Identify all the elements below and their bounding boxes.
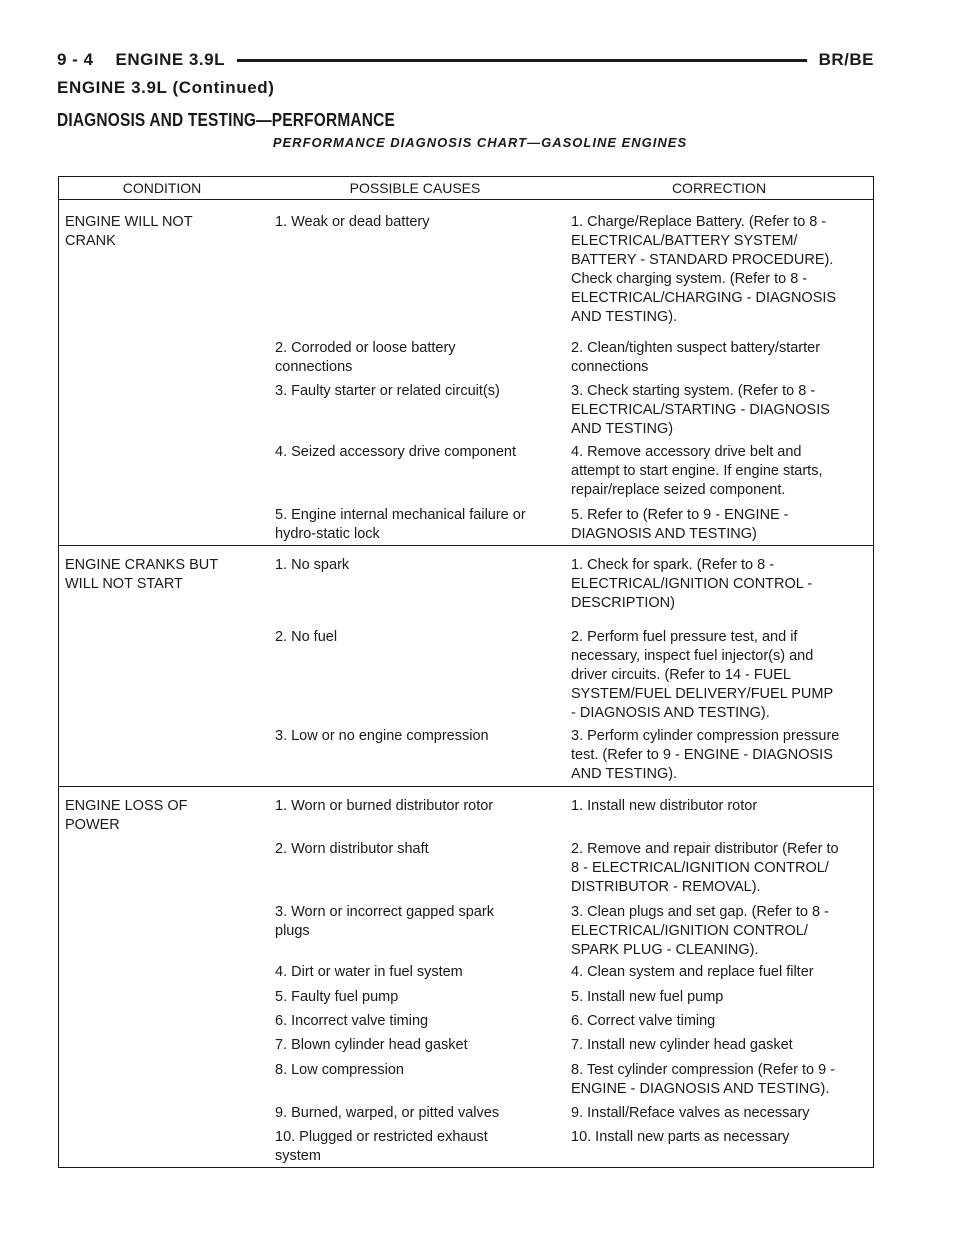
cause-cell: 9. Burned, warped, or pitted valves bbox=[275, 1105, 500, 1121]
cause-cell: 2. Corroded or loose battery connections bbox=[275, 340, 456, 375]
condition-cell: ENGINE LOSS OF POWER bbox=[65, 798, 188, 833]
correction-cell: 1. Charge/Replace Battery. (Refer to 8 - ELECTRICAL/BATTERY SYSTEM/ BATTERY - STANDARD PROCEDURE). Check charging system. (Refer to 8 - ELECTRICAL/CHARGING - DIAGNOSIS AND TESTING). bbox=[571, 214, 837, 325]
correction-cell: 7. Install new cylinder head gasket bbox=[571, 1037, 793, 1053]
page-number: 9 - 4 bbox=[57, 50, 94, 69]
cause-cell: 1. Worn or burned distributor rotor bbox=[275, 798, 494, 814]
group-divider bbox=[59, 786, 873, 787]
correction-cell: 4. Clean system and replace fuel filter bbox=[571, 964, 814, 980]
cause-cell: 3. Faulty starter or related circuit(s) bbox=[275, 383, 500, 399]
correction-cell: 1. Check for spark. (Refer to 8 - ELECTRICAL/IGNITION CONTROL - DESCRIPTION) bbox=[571, 557, 813, 611]
cause-cell: 1. Weak or dead battery bbox=[275, 214, 430, 230]
correction-cell: 3. Perform cylinder compression pressure test. (Refer to 9 - ENGINE - DIAGNOSIS AND TESTING). bbox=[571, 728, 840, 782]
cause-cell: 4. Seized accessory drive component bbox=[275, 444, 516, 460]
correction-cell: 4. Remove accessory drive belt and attempt to start engine. If engine starts, repair/replace seized component. bbox=[571, 444, 823, 498]
cause-cell: 3. Worn or incorrect gapped spark plugs bbox=[275, 904, 494, 939]
cause-cell: 5. Engine internal mechanical failure or hydro-static lock bbox=[275, 507, 526, 542]
column-header-condition: CONDITION bbox=[122, 180, 202, 196]
correction-cell: 6. Correct valve timing bbox=[571, 1013, 716, 1029]
cause-cell: 7. Blown cylinder head gasket bbox=[275, 1037, 468, 1053]
section-title: DIAGNOSIS AND TESTING—PERFORMANCE bbox=[57, 110, 395, 130]
column-header-causes: POSSIBLE CAUSES bbox=[349, 180, 481, 196]
correction-cell: 2. Remove and repair distributor (Refer to 8 - ELECTRICAL/IGNITION CONTROL/ DISTRIBUTOR - REMOVAL). bbox=[571, 841, 839, 895]
cause-cell: 1. No spark bbox=[275, 557, 350, 573]
group-divider bbox=[59, 545, 873, 546]
correction-cell: 1. Install new distributor rotor bbox=[571, 798, 758, 814]
cause-cell: 6. Incorrect valve timing bbox=[275, 1013, 429, 1029]
correction-cell: 3. Clean plugs and set gap. (Refer to 8 - ELECTRICAL/IGNITION CONTROL/ SPARK PLUG - CLEANING). bbox=[571, 904, 829, 958]
header-rule bbox=[237, 59, 807, 62]
column-header-correction: CORRECTION bbox=[671, 180, 767, 196]
page-header bbox=[57, 46, 874, 74]
cause-cell: 10. Plugged or restricted exhaust system bbox=[275, 1129, 488, 1164]
cause-cell: 4. Dirt or water in fuel system bbox=[275, 964, 463, 980]
correction-cell: 3. Check starting system. (Refer to 8 - ELECTRICAL/STARTING - DIAGNOSIS AND TESTING) bbox=[571, 383, 830, 437]
condition-cell: ENGINE CRANKS BUT WILL NOT START bbox=[65, 557, 219, 592]
header-section-name: ENGINE 3.9L bbox=[115, 50, 225, 69]
cause-cell: 3. Low or no engine compression bbox=[275, 728, 489, 744]
correction-cell: 5. Refer to (Refer to 9 - ENGINE - DIAGNOSIS AND TESTING) bbox=[571, 507, 789, 542]
cause-cell: 5. Faulty fuel pump bbox=[275, 989, 399, 1005]
diagnosis-table bbox=[58, 176, 874, 1168]
header-model-code: BR/BE bbox=[818, 50, 874, 69]
correction-cell: 8. Test cylinder compression (Refer to 9 - ENGINE - DIAGNOSIS AND TESTING). bbox=[571, 1062, 836, 1097]
table-header-row bbox=[59, 177, 873, 200]
condition-cell: ENGINE WILL NOT CRANK bbox=[65, 214, 193, 249]
correction-cell: 5. Install new fuel pump bbox=[571, 989, 724, 1005]
correction-cell: 10. Install new parts as necessary bbox=[571, 1129, 790, 1145]
cause-cell: 2. No fuel bbox=[275, 629, 338, 645]
correction-cell: 2. Clean/tighten suspect battery/starter connections bbox=[571, 340, 821, 375]
continued-heading: ENGINE 3.9L (Continued) bbox=[57, 78, 275, 97]
cause-cell: 2. Worn distributor shaft bbox=[275, 841, 429, 857]
cause-cell: 8. Low compression bbox=[275, 1062, 404, 1078]
chart-title: PERFORMANCE DIAGNOSIS CHART—GASOLINE ENGINES bbox=[272, 135, 688, 150]
correction-cell: 2. Perform fuel pressure test, and if necessary, inspect fuel injector(s) and driver circuits. (Refer to 14 - FUEL SYSTEM/FUEL DELIVERY/FUEL PUMP - DIAGNOSIS AND TESTING). bbox=[571, 629, 834, 721]
correction-cell: 9. Install/Reface valves as necessary bbox=[571, 1105, 810, 1121]
